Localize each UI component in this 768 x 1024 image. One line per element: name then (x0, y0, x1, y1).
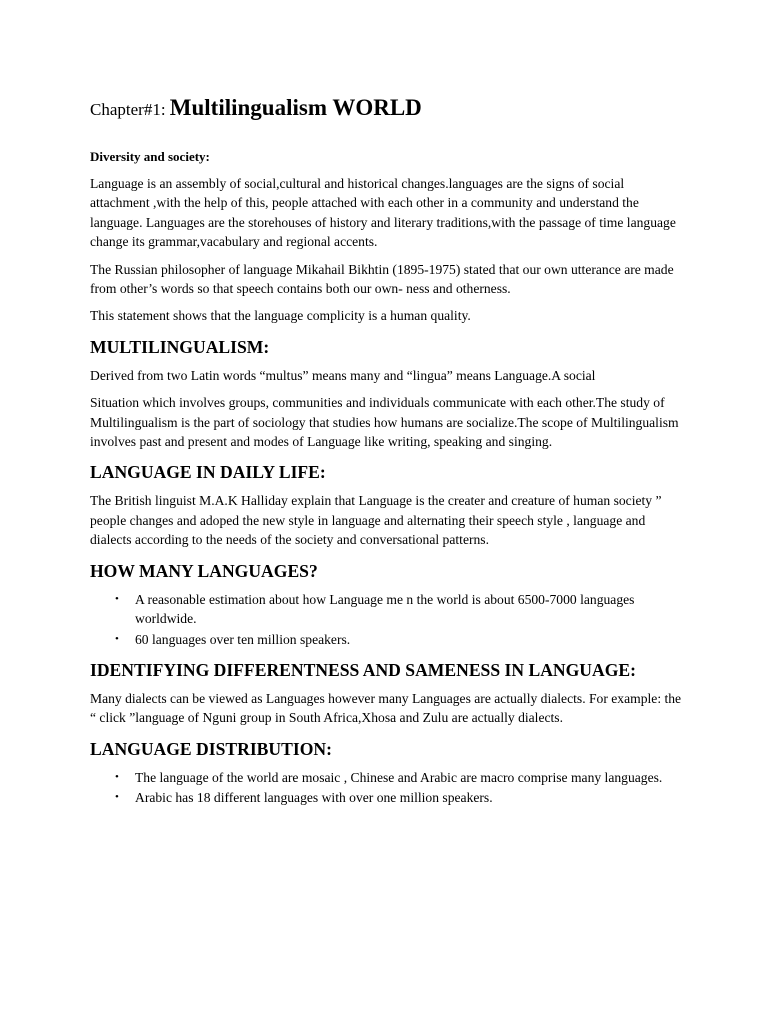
bullet-icon: • (115, 791, 119, 804)
multilingualism-heading: MULTILINGUALISM: (90, 336, 270, 357)
bullet-icon: • (115, 770, 119, 783)
chapter-title (90, 88, 686, 131)
bullet-icon: • (115, 592, 119, 605)
bullet-icon: • (115, 632, 119, 645)
diversity-paragraph: This statement shows that the language complicity is a human quality. (90, 308, 471, 324)
list-item-text: A reasonable estimation about how Language me n the world is about 6500-7000 languages worldwide. (135, 591, 635, 627)
diversity-paragraph: The Russian philosopher of language Mikahail Bikhtin (1895-1975) stated that our own utterance are made from other’s words so that speech contains both our own- ness and otherness. (90, 261, 674, 297)
diversity-paragraph: Language is an assembly of social,cultural and historical changes.languages are the signs of social attachment ,with the help of this, people attached with each other in a community and understand the language. Languages are the storehouses of history and literary traditions,with the passage of time language change its grammar,vacabulary and regional accents. (90, 176, 676, 250)
how-many-list (90, 590, 686, 649)
chapter-title-text: Multilingualism WORLD (169, 95, 422, 120)
list-item (115, 630, 686, 649)
daily-life-paragraph: The British linguist M.A.K Halliday explain that Language is the creater and creature of human society ” people changes and adoped the new style in language and alternating their speech style , language and dialects according to the needs of the society and conversational patterns. (90, 493, 662, 548)
chapter-prefix: Chapter#1: (90, 100, 170, 119)
list-item-text: Arabic has 18 different languages with over one million speakers. (135, 790, 493, 806)
multilingualism-paragraph: Derived from two Latin words “multus” means many and “lingua” means Language.A social (90, 367, 596, 383)
daily-life-heading: LANGUAGE IN DAILY LIFE: (90, 462, 326, 483)
document-page (90, 88, 686, 814)
list-item (115, 788, 686, 807)
list-item-text: The language of the world are mosaic , Chinese and Arabic are macro comprise many languages. (135, 769, 663, 785)
distribution-heading: LANGUAGE DISTRIBUTION: (90, 738, 332, 759)
list-item-text: 60 languages over ten million speakers. (135, 631, 351, 647)
distribution-list (90, 768, 686, 808)
diversity-heading: Diversity and society: (90, 149, 210, 164)
list-item (115, 590, 686, 629)
identifying-heading: IDENTIFYING DIFFERENTNESS AND SAMENESS IN LANGUAGE: (90, 659, 636, 680)
multilingualism-paragraph: Situation which involves groups, communities and individuals communicate with each other.The study of Multilingualism is the part of sociology that studies how humans are socialize.The scope of Multilingualism involves past and present and modes of Language like writing, speaking and singing. (90, 395, 679, 450)
list-item (115, 768, 686, 787)
how-many-heading: HOW MANY LANGUAGES? (90, 560, 318, 581)
identifying-paragraph: Many dialects can be viewed as Languages however many Languages are actually dialects. For example: the “ click ”language of Nguni group in South Africa,Xhosa and Zulu are actually dialects. (90, 690, 682, 726)
